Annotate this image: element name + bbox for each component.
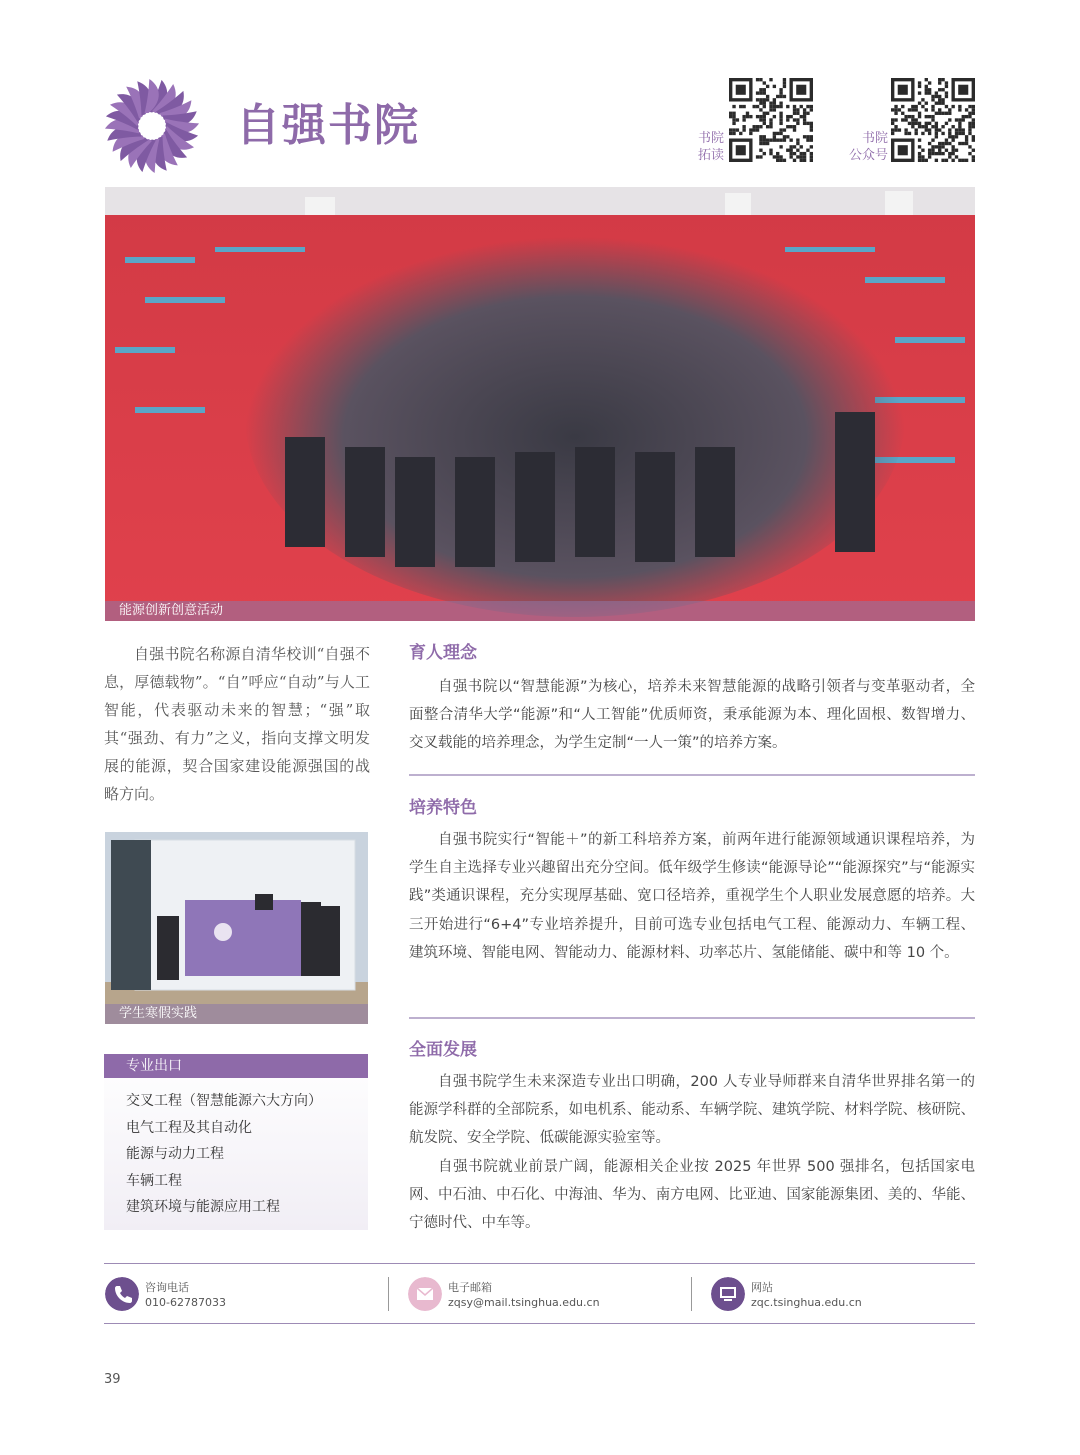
section-title: 育人理念 [409, 643, 477, 663]
qr-code-icon [891, 78, 975, 162]
contact-bottom-rule [104, 1323, 975, 1324]
section-paragraph: 自强书院学生未来深造专业出口明确，200 人专业导师群来自清华世界排名第一的能源学科群的全部院系，如电机系、能动系、车辆学院、建筑学院、材料学院、核研院、航发院、安全学院、低碳能源实验室等。 [409, 1074, 975, 1147]
intro-paragraph: 自强书院名称源自清华校训“自强不息，厚德载物”。“自”呼应“自动”与人工智能，代表驱动未来的智慧；“强”取其“强劲、有力”之义，指向支撑文明发展的能源，契合国家建设能源强国的战略方向。 [104, 645, 370, 803]
major-exits-heading: 专业出口 [104, 1054, 368, 1078]
major-exit-item: 车辆工程 [126, 1172, 182, 1189]
email-label: 电子邮箱 [448, 1281, 492, 1294]
qr-code-icon [729, 78, 813, 162]
section-paragraph: 自强书院就业前景广阔，能源相关企业按 2025 年世界 500 强排名，包括国家电网、中石油、中石化、中海油、华为、南方电网、比亚迪、国家能源集团、美的、华能、宁德时代、中车等。 [409, 1158, 975, 1232]
practice-photo [105, 832, 368, 1024]
group-photo [105, 187, 975, 621]
section-features [409, 796, 975, 967]
major-exits-box [104, 1054, 368, 1230]
email-value[interactable]: zqsy@mail.tsinghua.edu.cn [448, 1296, 600, 1309]
major-exit-item: 建筑环境与能源应用工程 [126, 1199, 280, 1215]
qr-right-label: 书院 公众号 [848, 131, 888, 163]
mail-icon [408, 1277, 442, 1311]
web-value[interactable]: zqc.tsinghua.edu.cn [751, 1296, 862, 1309]
section-development [409, 1038, 975, 1237]
phone-icon [105, 1277, 139, 1311]
section-title: 全面发展 [409, 1040, 477, 1060]
major-exit-item: 电气工程及其自动化 [126, 1119, 252, 1136]
section-divider [409, 774, 975, 776]
photo-caption: 能源创新创意活动 [105, 601, 975, 621]
web-label: 网站 [751, 1281, 773, 1294]
contact-separator [691, 1277, 692, 1311]
section-divider [409, 1017, 975, 1019]
phone-label: 咨询电话 [145, 1281, 189, 1294]
page-title: 自强书院 [236, 100, 420, 151]
swirl-logo-icon [104, 78, 200, 174]
contact-top-rule [104, 1263, 975, 1264]
section-paragraph: 自强书院实行“智能＋”的新工科培养方案，前两年进行能源领域通识课程培养，为学生自主选择专业兴趣留出充分空间。低年级学生修读“能源导论”“能源探究”与“能源实践”类通识课程，充分实现厚基础、宽口径培养，重视学生个人职业发展意愿的培养。大三开始进行“6+4”专业培养提升，目前可选专业包括电气工程、能源动力、车辆工程、建筑环境、智能电网、智能动力、能源材料、功率芯片、氢能储能、碳中和等 10 个。 [409, 832, 975, 961]
major-exit-item: 交叉工程（智慧能源六大方向） [126, 1093, 322, 1109]
section-paragraph: 自强书院以“智慧能源”为核心，培养未来智慧能源的战略引领者与变革驱动者，全面整合清华大学“能源”和“人工智能”优质师资，秉承能源为本、理化固根、数智增力、交叉载能的培养理念，为学生定制“一人一策”的培养方案。 [409, 679, 975, 752]
section-title: 培养特色 [409, 798, 477, 818]
major-exit-item: 能源与动力工程 [126, 1146, 224, 1162]
qr-left-label: 书院 拓读 [697, 131, 724, 163]
section-philosophy [409, 641, 975, 758]
contact-separator [388, 1277, 389, 1311]
computer-icon [711, 1277, 745, 1311]
photo-caption: 学生寒假实践 [105, 1004, 368, 1024]
phone-value[interactable]: 010-62787033 [145, 1296, 226, 1309]
page-number: 39 [104, 1372, 121, 1387]
